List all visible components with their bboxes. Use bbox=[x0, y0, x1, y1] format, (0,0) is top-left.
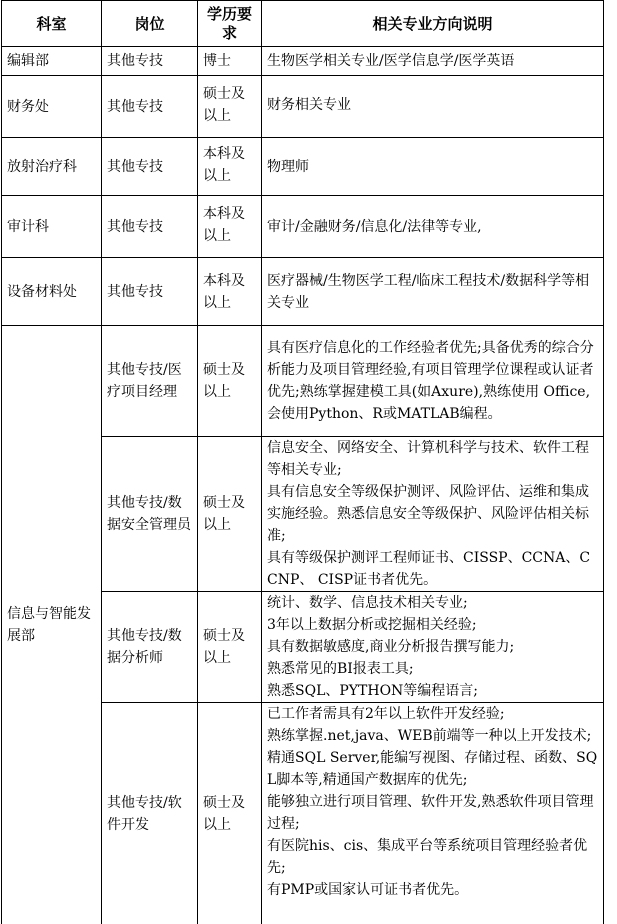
desc-line: 具有信息安全等级保护测评、风险评估、运维和集成实施经验。熟悉信息安全等级保护、风险评估相关标准; bbox=[267, 484, 589, 544]
edu-cell: 硕士及以上 bbox=[198, 437, 262, 592]
desc-cell: 生物医学相关专业/医学信息学/医学英语 bbox=[262, 47, 604, 76]
post-cell: 其他专技 bbox=[102, 196, 198, 258]
table-row bbox=[2, 196, 604, 258]
dept-cell: 放射治疗科 bbox=[2, 138, 102, 196]
desc-line: 具有等级保护测评工程师证书、CISSP、CCNA、CCNP、 CISP证书者优先。 bbox=[267, 550, 591, 588]
dept-cell: 审计科 bbox=[2, 196, 102, 258]
table-row bbox=[2, 258, 604, 326]
edu-cell: 本科及以上 bbox=[198, 196, 262, 258]
edu-cell: 硕士及以上 bbox=[198, 76, 262, 138]
post-cell: 其他专技 bbox=[102, 47, 198, 76]
post-cell: 其他专技/医疗项目经理 bbox=[102, 326, 198, 437]
table-header-row bbox=[2, 1, 604, 47]
post-cell: 其他专技/软件开发 bbox=[102, 703, 198, 924]
desc-cell: 审计/金融财务/信息化/法律等专业, bbox=[262, 196, 604, 258]
dept-cell: 信息与智能发展部 bbox=[2, 326, 102, 924]
desc-line: 精通SQL Server,能编写视图、存储过程、函数、SQL脚本等,精通国产数据库的优先; bbox=[267, 750, 598, 788]
edu-cell: 本科及以上 bbox=[198, 138, 262, 196]
desc-line: 有医院his、cis、集成平台等系统项目管理经验者优先; bbox=[267, 838, 588, 876]
post-cell: 其他专技/数据分析师 bbox=[102, 592, 198, 703]
post-cell: 其他专技 bbox=[102, 258, 198, 326]
edu-cell: 硕士及以上 bbox=[198, 326, 262, 437]
desc-line: 熟练掌握.net,java、WEB前端等一种以上开发技术; bbox=[267, 728, 592, 744]
desc-cell bbox=[262, 592, 604, 703]
desc-line: 具有数据敏感度,商业分析报告撰写能力; bbox=[267, 639, 515, 655]
desc-line: 熟悉常见的BI报表工具; bbox=[267, 661, 414, 677]
table-row bbox=[2, 138, 604, 196]
desc-cell: 医疗器械/生物医学工程/临床工程技术/数据科学等相关专业 bbox=[262, 258, 604, 326]
desc-cell: 物理师 bbox=[262, 138, 604, 196]
desc-line: 3年以上数据分析或挖掘相关经验; bbox=[267, 617, 477, 633]
desc-cell: 财务相关专业 bbox=[262, 76, 604, 138]
edu-cell: 硕士及以上 bbox=[198, 703, 262, 924]
table-row bbox=[2, 47, 604, 76]
header-dept: 科室 bbox=[2, 1, 102, 47]
edu-cell: 本科及以上 bbox=[198, 258, 262, 326]
edu-cell: 博士 bbox=[198, 47, 262, 76]
desc-cell bbox=[262, 703, 604, 924]
header-education: 学历要求 bbox=[198, 1, 262, 47]
desc-line: 熟悉SQL、PYTHON等编程语言; bbox=[267, 683, 479, 699]
header-post: 岗位 bbox=[102, 1, 198, 47]
post-cell: 其他专技 bbox=[102, 138, 198, 196]
desc-line: 有PMP或国家认可证书者优先。 bbox=[267, 882, 469, 898]
desc-line: 信息安全、网络安全、计算机科学与技术、软件工程等相关专业; bbox=[267, 440, 589, 478]
desc-line: 统计、数学、信息技术相关专业; bbox=[267, 595, 468, 611]
table-row bbox=[2, 326, 604, 437]
desc-cell bbox=[262, 437, 604, 592]
dept-cell: 财务处 bbox=[2, 76, 102, 138]
edu-cell: 硕士及以上 bbox=[198, 592, 262, 703]
desc-cell: 具有医疗信息化的工作经验者优先;具备优秀的综合分析能力及项目管理经验,有项目管理学位课程或认证者优先;熟练掌握建模工具(如Axure),熟练使用 Office,会使用Python、R或MATLAB编程。 bbox=[262, 326, 604, 437]
table-row bbox=[2, 76, 604, 138]
post-cell: 其他专技 bbox=[102, 76, 198, 138]
header-description: 相关专业方向说明 bbox=[262, 1, 604, 47]
dept-cell: 编辑部 bbox=[2, 47, 102, 76]
desc-line: 能够独立进行项目管理、软件开发,熟悉软件项目管理过程; bbox=[267, 794, 594, 832]
desc-line: 已工作者需具有2年以上软件开发经验; bbox=[267, 706, 505, 722]
dept-cell: 设备材料处 bbox=[2, 258, 102, 326]
recruitment-table bbox=[1, 0, 604, 924]
post-cell: 其他专技/数据安全管理员 bbox=[102, 437, 198, 592]
